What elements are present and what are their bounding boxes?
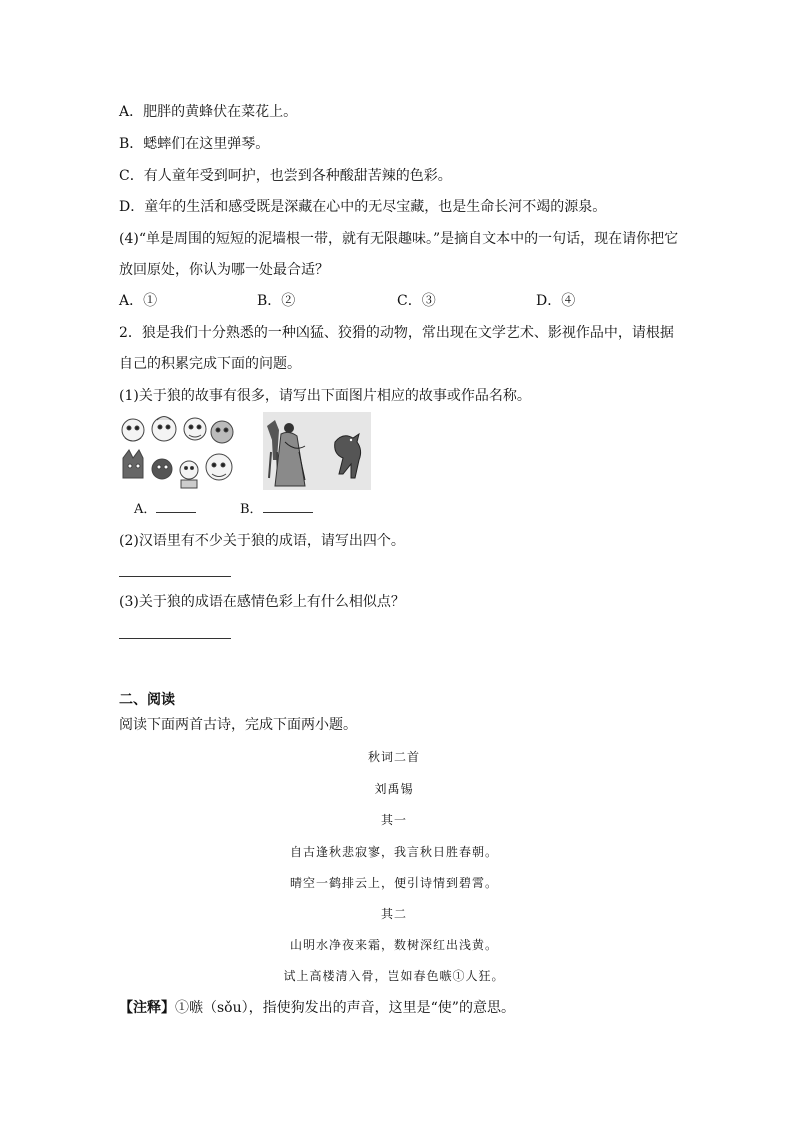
q2-sub1: (1)关于狼的故事有很多，请写出下面图片相应的故事或作品名称。 [119,388,531,404]
q2-sub2: (2)汉语里有不少关于狼的成语，请写出四个。 [119,533,405,549]
q2-sub3: (3)关于狼的成语在感情色彩上有什么相似点？ [119,594,405,610]
image-b-label: B． [240,502,263,517]
option-c: C．有人童年受到呵护，也尝到各种酸甜苦辣的色彩。 [119,168,452,184]
annotation-text: ①嗾（sǒu），指使狗发出的声音，这里是“使”的意思。 [175,1000,515,1016]
option-d: D．童年的生活和感受既是深藏在心中的无尽宝藏，也是生命长河不竭的源泉。 [119,199,607,215]
q2-sub2-answer-line[interactable] [119,576,231,577]
image-a-label: A． [134,502,157,517]
section-heading: 二、阅读 [119,692,175,708]
image-b-answer [240,498,313,517]
poem-part1-heading: 其一 [380,813,407,827]
poem-part1-line2: 晴空一鹤排云上，便引诗情到碧霄。 [289,876,498,890]
wolf-story-painting-image [263,412,371,490]
q2-line2: 自己的积累完成下面的问题。 [119,356,301,372]
q1-4-option-c: C．③ [397,293,436,309]
cartoon-characters-image [119,412,243,490]
q1-4-option-b: B．② [257,293,296,309]
q1-4-option-a: A．① [119,293,158,309]
image-a-answer [134,498,196,517]
poem-part1-line1: 自古逢秋悲寂寥，我言秋日胜春朝。 [289,845,498,859]
section-intro: 阅读下面两首古诗，完成下面两小题。 [119,717,357,733]
image-a-blank[interactable] [156,498,196,513]
option-b: B．蟋蟀们在这里弹琴。 [119,136,270,152]
annotation-note [119,998,515,1018]
q2-sub3-answer-line[interactable] [119,638,231,639]
image-b-blank[interactable] [263,498,313,513]
q1-4-option-d: D．④ [536,293,576,309]
q1-4-line1: (4)“单是周围的短短的泥墙根一带，就有无限趣味。”是摘自文本中的一句话，现在请你把它 [119,231,679,247]
option-a: A．肥胖的黄蜂伏在菜花上。 [119,104,298,120]
annotation-bracket: 【注释】 [119,1000,175,1016]
q1-4-line2: 放回原处，你认为哪一处最合适？ [119,262,329,278]
q2-line1: 2．狼是我们十分熟悉的一种凶猛、狡猾的动物，常出现在文学艺术、影视作品中，请根据 [119,325,674,341]
poem-part2-heading: 其二 [380,907,407,921]
poem-author: 刘禹锡 [374,782,414,796]
poem-part2-line1: 山明水净夜来霜，数树深红出浅黄。 [289,938,498,952]
poem-part2-line2: 试上高楼清入骨，岂如春色嗾①人狂。 [283,969,505,983]
poem-title: 秋词二首 [367,750,420,764]
